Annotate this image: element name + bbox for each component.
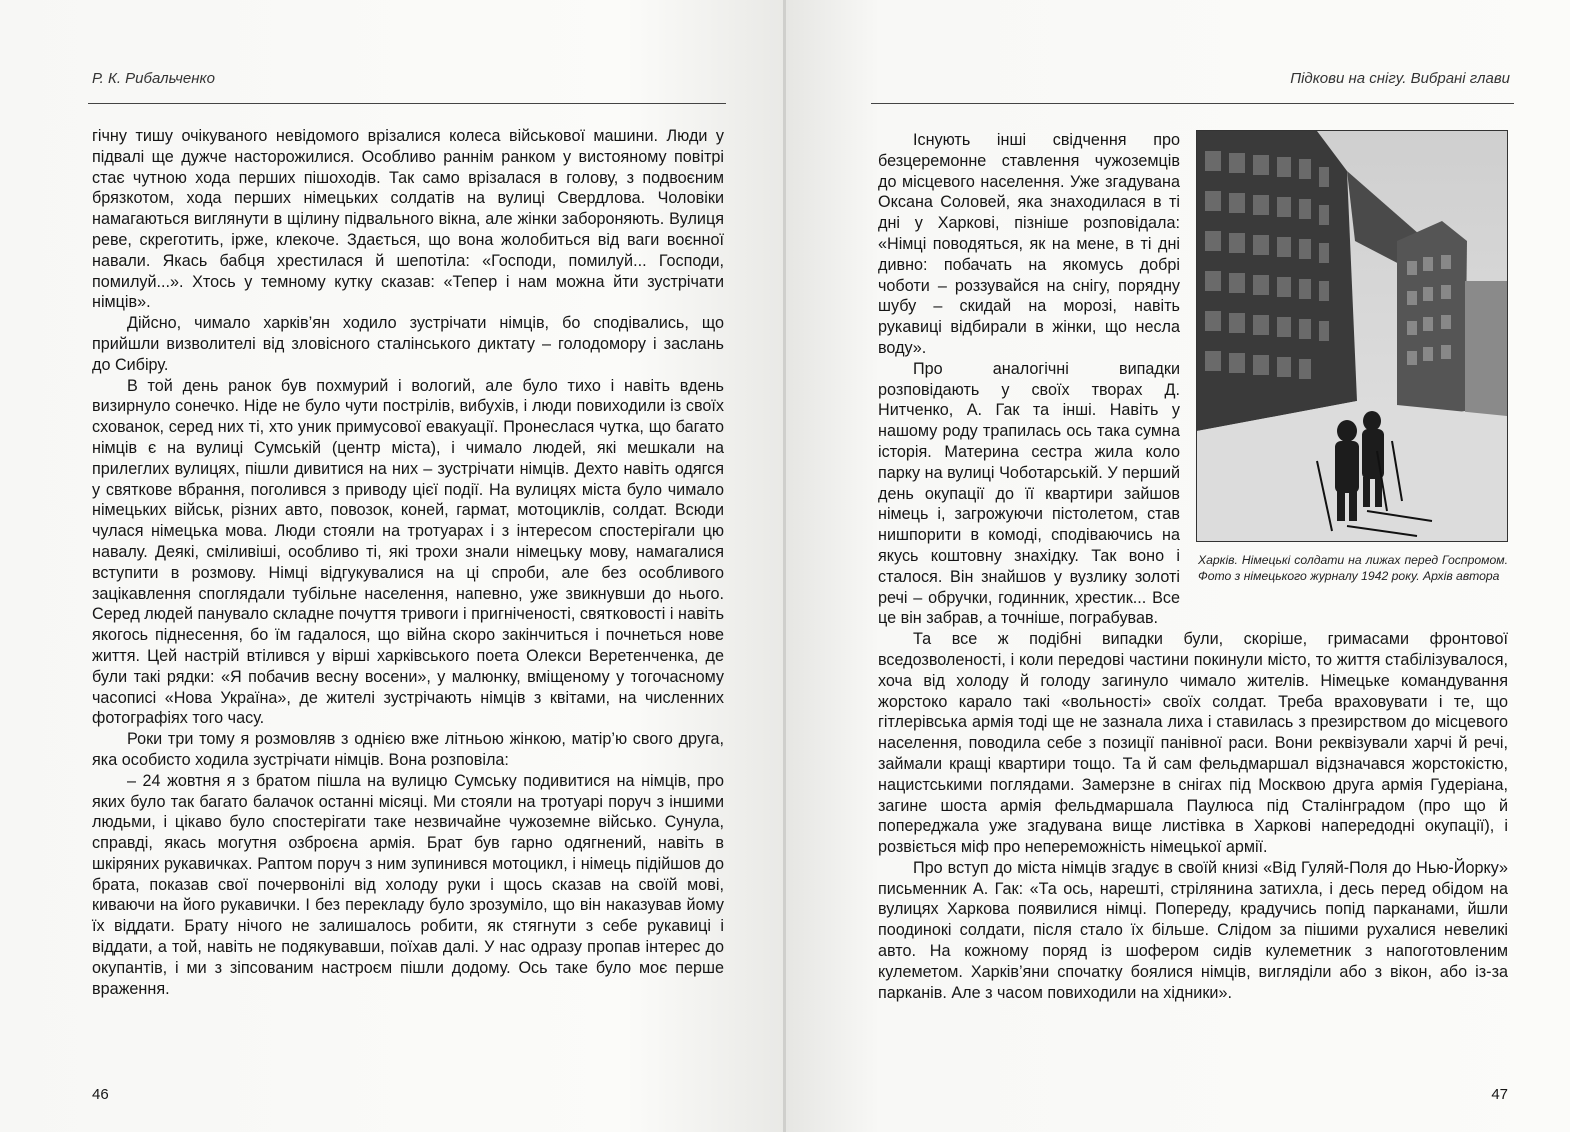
right-page — [786, 0, 1570, 1132]
figure-caption: Харків. Німецькі солдати на лижах перед Госпромом. Фото з німецького журналу 1942 року. Архів автора — [1198, 553, 1508, 583]
header-rule — [88, 103, 726, 104]
page-number: 46 — [92, 1086, 109, 1103]
left-body-text — [92, 126, 724, 999]
paragraph: Дійсно, чимало харків’ян ходило зустрічати німців, бо сподівались, що прийшли визволителі від зловісного сталінського диктату – голодомору і заслань до Сибіру. — [92, 314, 724, 374]
right-body-text — [878, 130, 1508, 1003]
running-head-title: Підкови на снігу. Вибрані глави — [1290, 70, 1510, 87]
paragraph: Та все ж подібні випадки були, скоріше, гримасами фронтової вседозволеності, і коли передові частини покинули місто, то життя стабілізувалося, хоча від холоду й голоду загинуло чимало жителів. Німецьке командування жорстоко карало такі «вольності» своїх солдат. Треба враховувати і те, що гітлерівська армія тоді ще не зазнала лиха і ставилась з презирством до місцевого населення, поводила себе з позиції панівної раси. Вони реквізували харчі й речі, займали кращі квартири тощо. Та й сам фельдмаршал відзначався жорстокістю, нацистськими поглядами. Замерзне в снігах під Москвою друга армія Гудеріана, загине шоста армія фельдмаршала Паулюса під Сталінградом (про що й попереджала уже згадувана вище листівка в Харкові напередодні окупації), і розвіється міф про непереможність німецької армії. — [878, 630, 1508, 857]
paragraph: Роки три тому я розмовляв з однією вже літньою жінкою, матір’ю свого друга, яка особисто ходила зустрічати німців. Вона розповіла: — [92, 730, 724, 769]
page-number: 47 — [1491, 1086, 1508, 1103]
header-rule — [871, 103, 1514, 104]
paragraph: гічну тишу очікуваного невідомого врізалися колеса військової машини. Люди у підвалі ще дужче насторожилися. Особливо раннім ранком у вистояному повітрі стає чутною хода перших пішоходів. Так само врізалася в голову, з подвоєним брязкотом, хода перших німецьких солдатів на вулиці Свердлова. Чоловіки намагаються виглянути в щілину підвального вікна, але жінки забороняють. Вулиця реве, скреготить, ірже, клекоче. Здається, що вона жолобиться від ваги воєнної навали. Якась бабця хрестилася й шепотіла: «Господи, помилуй... Господи, помилуй...». Хтось у темному кутку сказав: «Тепер і нам можна йти зустрічати німців». — [92, 127, 724, 312]
running-head-author: Р. К. Рибальченко — [92, 70, 215, 87]
photo-soldiers-on-skis — [1196, 130, 1508, 542]
paragraph: Про вступ до міста німців згадує в своїй книзі «Від Гуляй-Поля до Нью-Йорку» письменник А. Гак: «Та ось, нарешті, стрілянина затихла, і десь перед обідом на вулицях Харкова появилися німці. Попереду, крадучись попід парканами, йшли поодинокі солдати, після стало їх більше. Слідом за пішими рухалися невеликі авто. На кожному поряд із шофером сидів кулеметник з напоготовленим кулеметом. Харків’яни спочатку боялися німців, вигляділи або з вікон, або із-за парканів. Але з часом повиходили на хідники». — [878, 858, 1508, 1002]
left-page — [0, 0, 784, 1132]
paragraph: Про аналогічні випадки розповідають у своїх творах Д. Нитченко, А. Гак та інші. Навіть у нашому роду трапилась ось така сумна історія. Материна сестра жила коло парку на вулиці Чоботарській. У перший день окупації до її квартири зайшов німець і, загрожуючи пістолетом, став нишпорити в комоді, сподіваючись на якусь коштовну знахідку. Так воно і сталося. Він знайшов у вузлику золоті речі – обручки, годинник, хрестик... Все це він забрав, а точніше, пограбував. — [878, 359, 1180, 628]
figure — [1196, 130, 1508, 584]
paragraph: В той день ранок був похмурий і вологий, але було тихо і навіть вдень визирнуло сонечко. Ніде не було чути пострілів, вибухів, і люди повиходили із своїх схованок, серед них ті, хто уник примусової евакуації. Пронеслася чутка, що багато німців є на вулиці Сумській (центр міста), і чимало людей, які мешкали на прилеглих вулицях, пішли дивитися на них – зустрічати німців. Дехто навіть одягся у святкове вбрання, поголився з приводу цієї події. На вулицях міста було чимало німецьких військ, різних авто, повозок, коней, гармат, мотоциклів, солдат. Всюди чулася німецька мова. Люди стояли на тротуарах і з інтересом спостерігали цю навалу. Деякі, сміливіші, особливо ті, які трохи знали німецьку мову, намагалися вступити в розмову. Німці відгукувалися на ці спроби, але без особливого зацікавлення споглядали тубільне населення, напевно, уже звикнувши до нього. Серед людей панувало складне почуття тривоги і пригніченості, святковості і навіть якогось піднесення, бо їм гадалося, що війна скоро закінчиться і почнеться нове життя. Цей настрій втілився у вірші харківського поета Олекси Веретенченка, де були такі рядки: «Я побачив весну восени», у малюнку, вміщеному у тогочасному часописі «Нова Україна», де жителі зустрічають німців з квітами, на численних фотографіях того часу. — [92, 376, 724, 728]
paragraph: Існують інші свідчення про безцеремонне ставлення чужоземців до місцевого населення. Уже згадувана Оксана Соловей, яка знаходилася в ті дні у Харкові, пізніше розповідала: «Німці поводяться, як на мене, в ті дні дивно: побачать на якомусь добрі чоботи – роззувайся на снігу, порядну шубу – скидай на морозі, навіть рукавиці відбирали в жінки, що несла воду». — [878, 131, 1180, 357]
paragraph: – 24 жовтня я з братом пішла на вулицю Сумську подивитися на німців, про яких було так багато балачок останні місяці. Ми стояли на тротуарі поруч з іншими людьми, і цікаво було спостерігати таке незвичайне чужоземне військо. Сунула, справді, якась могутня озброєна армія. Брат був гарно одягнений, навіть в шкіряних рукавичках. Раптом поруч з ним зупинився мотоцикл, і німець підійшов до брата, показав свої почервонілі від холоду руки і щось сказав на своїй мові, киваючи на його рукавички. І без перекладу було зрозуміло, що він наказував йому їх віддати. Брату нічого не залишалось робити, як стягнути з себе рукавиці і віддати, а той, навіть не подякувавши, поїхав далі. У нас одразу пропав інтерес до окупантів, і ми з зіпсованим настроєм пішли додому. Ось таке було моє перше враження. — [92, 771, 724, 998]
